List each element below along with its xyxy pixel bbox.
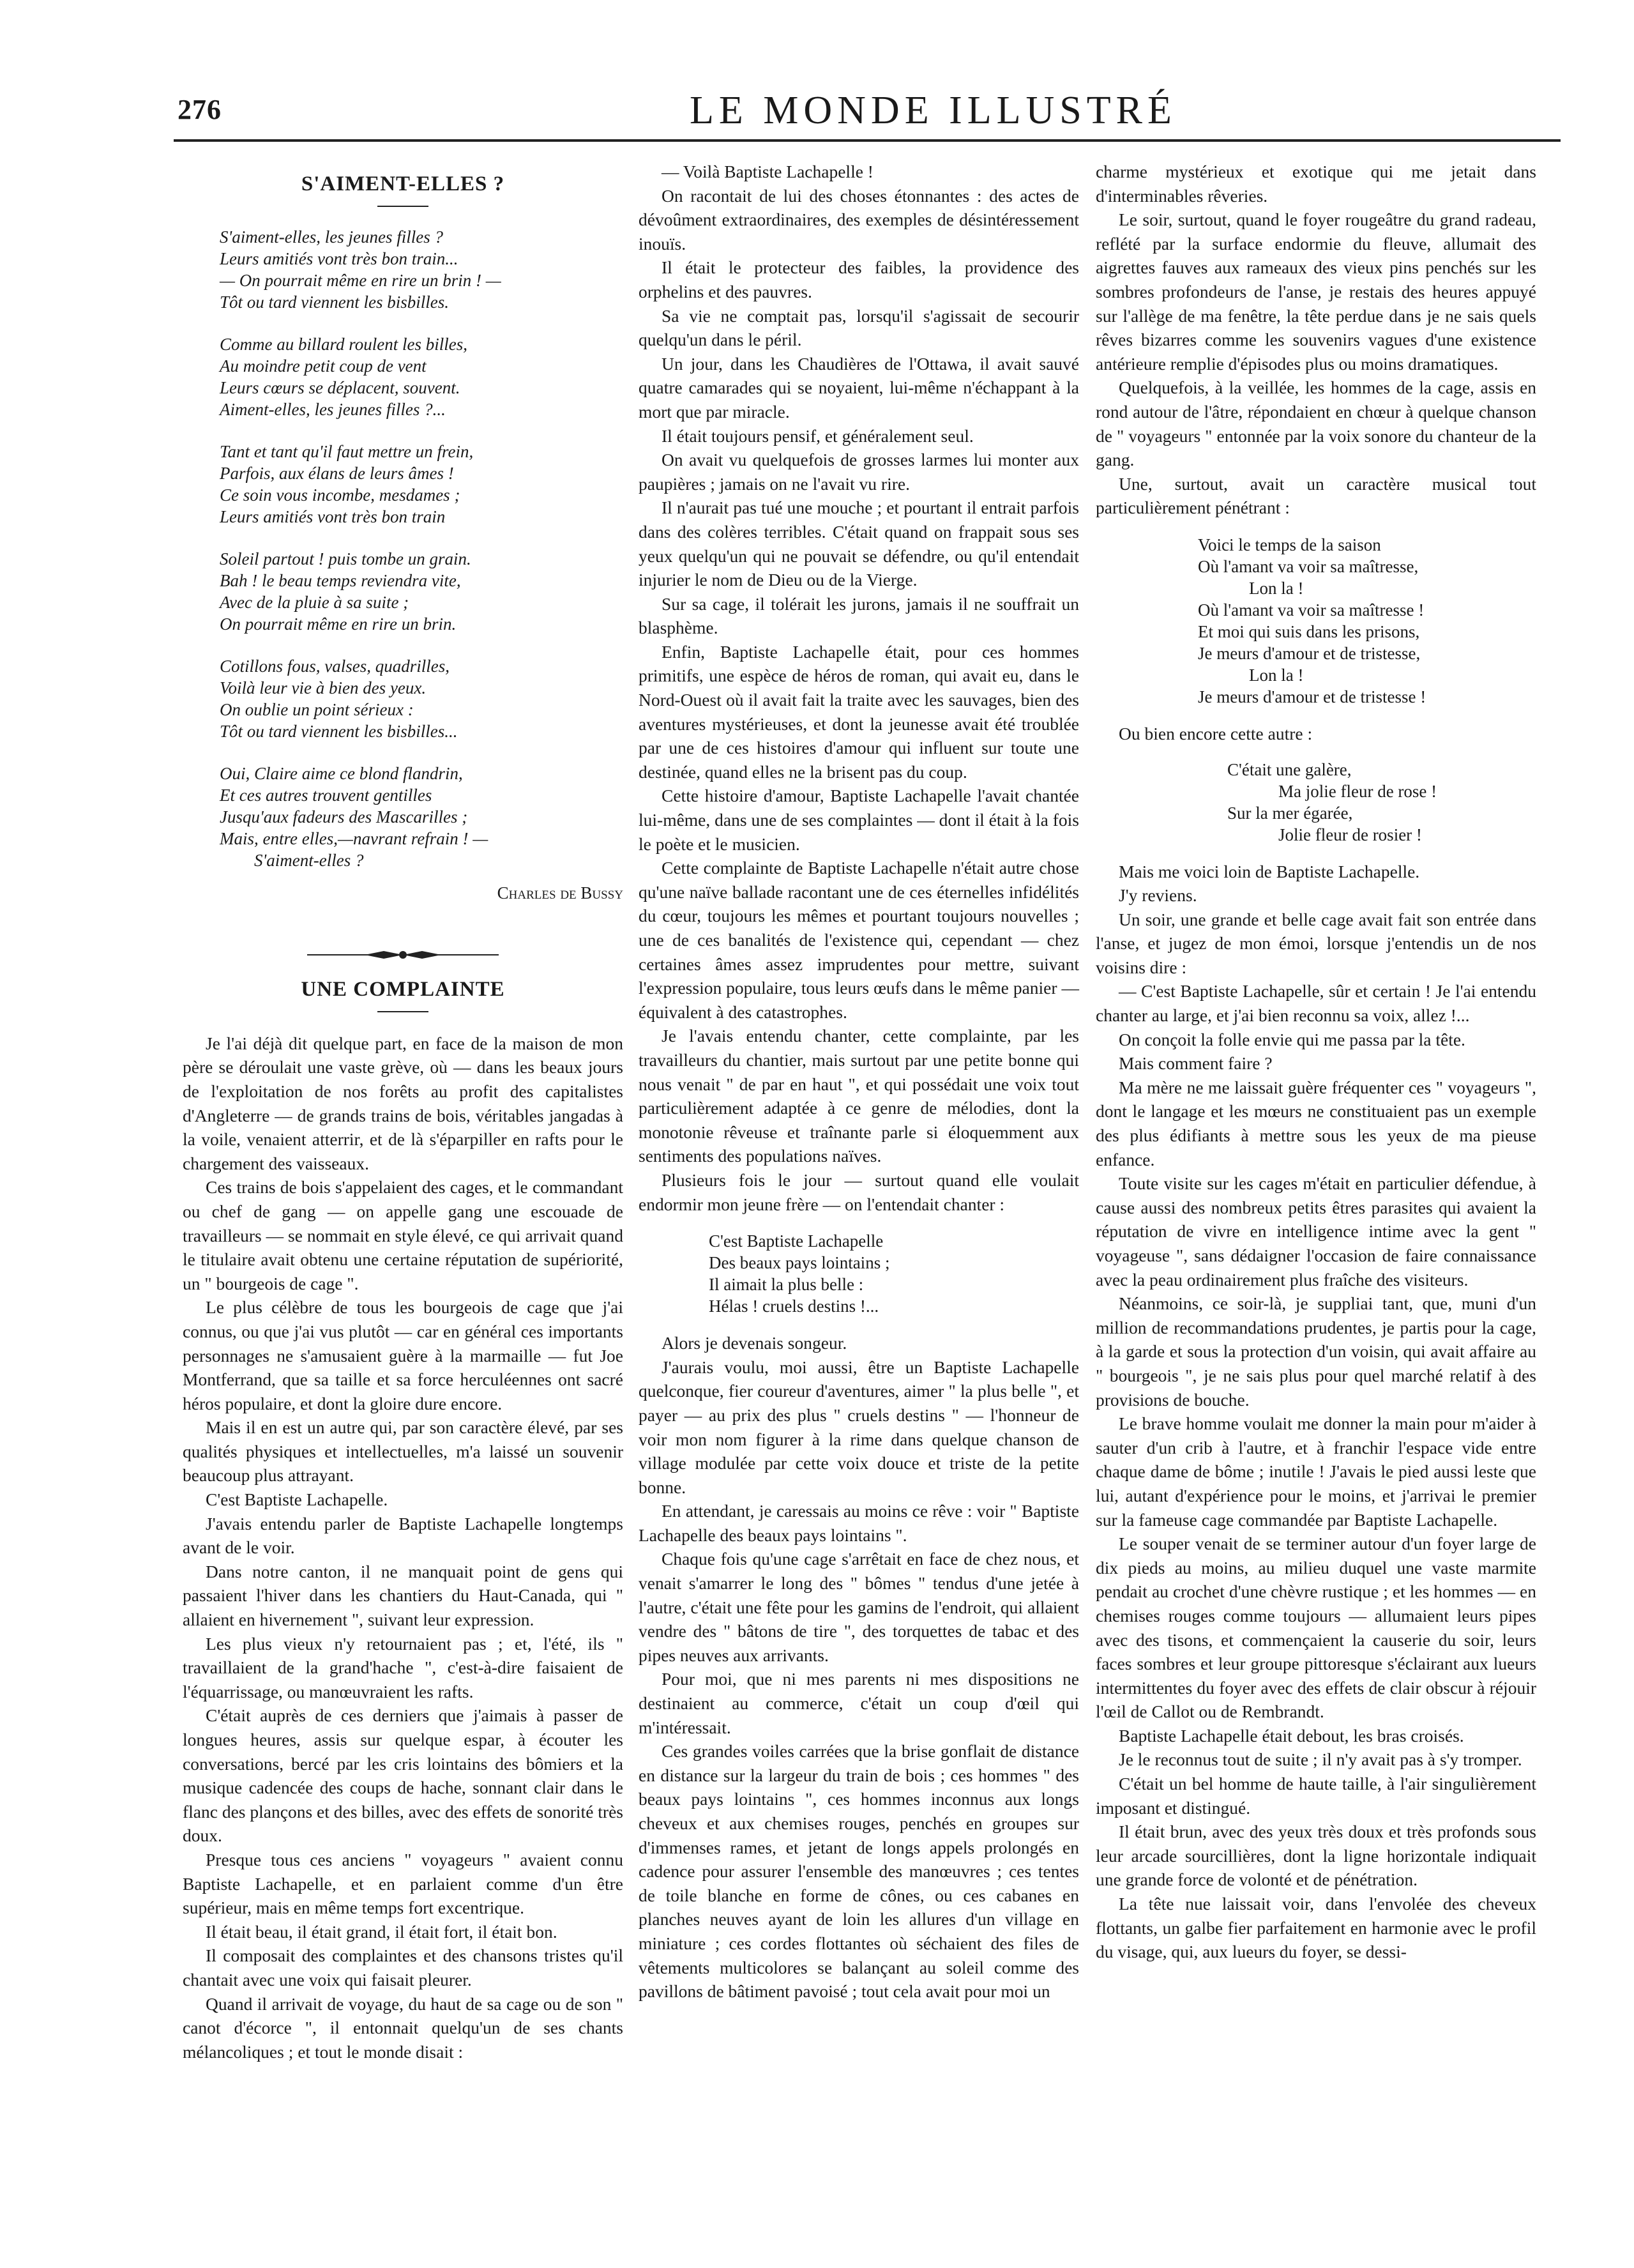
poem-stanza	[183, 441, 623, 528]
paragraph: Une, surtout, avait un caractère musical tout particulièrement pénétrant :	[1096, 473, 1536, 518]
title-rule	[377, 206, 428, 207]
poem-line: Tant et tant qu'il faut mettre un frein,	[220, 441, 474, 461]
paragraph: Ces grandes voiles carrées que la brise gonflait de distance en distance sur la largeur du train de bois ; ces hommes " des beaux pays lointains ", ces hommes inconnus aux longs cheveux et aux chemises rouges, penchés en groupes sur d'immenses rames, et jetant de longs appels prolongés en cadence pour assurer l'ensemble des manœuvres ; ces tentes de toile blanche en forme de cônes, ou ces cabanes en planches neuves ayant de loin les allures d'un village en miniature ; ces cordes flottantes où séchaient des files de vêtements multicolores se balançant au soleil comme des pavillons de bâtiment pavoisé ; tout cela avait pour moi un	[639, 1741, 1079, 2002]
poem-line: Bah ! le beau temps reviendra vite,	[220, 570, 461, 590]
paragraph: Mais comment faire ?	[1119, 1053, 1273, 1074]
paragraph: Le plus célèbre de tous les bourgeois de cage que j'ai connus, ou que j'ai vus plutôt — car en général ces importants personnages ne s'amusaient guère à la marmaille — fut Joe Montferrand, que sa taille et sa force herculéennes ont sacré héros populaire, et dont la gloire dure encore.	[183, 1297, 623, 1413]
poem-line: Aiment-elles, les jeunes filles ?...	[220, 399, 446, 419]
paragraph: On conçoit la folle envie qui me passa par la tête.	[1119, 1029, 1465, 1049]
song-line: Hélas ! cruels destins !...	[709, 1297, 879, 1316]
paragraph: Pour moi, que ni mes parents ni mes dispositions ne destinaient au commerce, c'était un coup d'œil qui m'intéressait.	[639, 1669, 1079, 1737]
header-rule	[174, 139, 1561, 142]
paragraph: Quand il arrivait de voyage, du haut de sa cage ou de son " canot d'écorce ", il entonnait quelqu'un de ses chants mélancoliques ; et tout le monde disait :	[183, 1993, 623, 2062]
column-1	[183, 160, 623, 2064]
poem-stanza	[183, 548, 623, 635]
poem-stanza	[183, 655, 623, 742]
poem-line: Tôt ou tard viennent les bisbilles...	[220, 721, 458, 741]
song-line: Des beaux pays lointains ;	[709, 1253, 890, 1273]
song-line: Lon la !	[1249, 665, 1304, 685]
poem-author: Charles de Bussy	[497, 883, 623, 902]
poem-line: Comme au billard roulent les billes,	[220, 334, 467, 354]
paragraph: Cette histoire d'amour, Baptiste Lachapelle l'avait chantée lui-même, dans une de ses complaintes — dont il était à la fois le poète et le musicien.	[639, 786, 1079, 854]
paragraph: Je l'ai déjà dit quelque part, en face de la maison de mon père se déroulait une vaste grève, où — dans les beaux jours de l'exploitation de nos forêts au profit des capitalistes d'Angleterre — de grands trains de bois, véritables jangadas à la voile, venaient atterrir, et de là s'éparpiller en rafts pour le chargement des vaisseaux.	[183, 1033, 623, 1173]
article-col3a	[1096, 160, 1536, 520]
article-col2b	[639, 1331, 1079, 2004]
paragraph: En attendant, je caressais au moins ce rêve : voir " Baptiste Lachapelle des beaux pays lointains ".	[639, 1501, 1079, 1545]
song-line: C'était une galère,	[1227, 759, 1352, 779]
paragraph: J'y reviens.	[1119, 885, 1197, 906]
song-line: Ma jolie fleur de rose !	[1278, 781, 1437, 801]
paragraph: Il n'aurait pas tué une mouche ; et pourtant il entrait parfois dans des colères terribles. C'était quand on frappait sous ses yeux quelqu'un qui ne pouvait se défendre, ou qu'il entendait injurier le nom de Dieu ou de la Vierge.	[639, 498, 1079, 590]
paragraph: C'est Baptiste Lachapelle.	[206, 1489, 388, 1510]
song-line: Jolie fleur de rosier !	[1278, 825, 1422, 844]
song-line: Et moi qui suis dans les prisons,	[1198, 621, 1420, 641]
poem-line: Leurs amitiés vont très bon train	[220, 506, 446, 526]
paragraph: Baptiste Lachapelle était debout, les bras croisés.	[1119, 1725, 1464, 1746]
poem-line: On pourrait même en rire un brin.	[220, 614, 457, 634]
song-verse-1	[639, 1230, 1079, 1317]
paragraph: — Voilà Baptiste Lachapelle !	[662, 162, 874, 181]
article-title: UNE COMPLAINTE	[301, 978, 505, 1001]
song-line: Voici le temps de la saison	[1198, 535, 1381, 554]
masthead: LE MONDE ILLUSTRÉ	[690, 89, 1177, 132]
paragraph: Ou bien encore cette autre :	[1119, 723, 1313, 743]
paragraph: Mais me voici loin de Baptiste Lachapelle.	[1119, 861, 1420, 881]
poem-line: — On pourrait même en rire un brin ! —	[220, 270, 501, 290]
article-col2a	[639, 160, 1079, 1216]
paragraph: Néanmoins, ce soir-là, je suppliai tant, que, muni d'un million de recommandations prudentes, je partis pour la cage, à la garde et sous la protection d'un voisin, qui avait affaire au " bourgeois ", je ne sais plus pour quel marché relatif à des provisions de bouche.	[1096, 1293, 1536, 1410]
paragraph: La tête nue laissait voir, dans l'envolée des cheveux flottants, un galbe fier parfaitement en harmonie avec le profil du visage, qui, aux lueurs du foyer, se dessi-	[1096, 1894, 1536, 1962]
paragraph: Toute visite sur les cages m'était en particulier défendue, à cause aussi des nombreux petits êtres parasites qui avaient la réputation de vivre en intelligence intime avec la gent " voyageuse ", sans dédaigner l'occasion de faire connaissance avec la peau ordinairement plus fraîche des visiteurs.	[1096, 1173, 1536, 1290]
poem-line: Et ces autres trouvent gentilles	[220, 785, 432, 805]
paragraph: Alors je devenais songeur.	[662, 1333, 847, 1353]
poem-line: S'aiment-elles ?	[254, 850, 364, 870]
poem-line: Ce soin vous incombe, mesdames ;	[220, 485, 460, 505]
paragraph: C'était auprès de ces derniers que j'aimais à passer de longues heures, assis sur quelque espar, à écouter les conversations, bercé par les cris lointains des bômiers et la musique cadencée des coups de hache, sonnant clair dans le flanc des plançons et des billes, avec des effets de sonorité très doux.	[183, 1705, 623, 1846]
paragraph: On racontait de lui des choses étonnantes : des actes de dévoûment extraordinaires, des exemples de désintéressement inouïs.	[639, 185, 1079, 254]
poem-line: Soleil partout ! puis tombe un grain.	[220, 549, 471, 568]
paragraph: Le soir, surtout, quand le foyer rougeâtre du grand radeau, reflété par la surface endormie du fleuve, allumait des aigrettes fauves aux rameaux des vieux pins penchés sur les sombres profondeurs de l'anse, je restais des heures appuyé sur l'allège de ma fenêtre, la tête perdue dans je ne sais quels rêves bizarres comme les souvenirs vagues d'une existence antérieure remplie d'épisodes plus ou moins dramatiques.	[1096, 209, 1536, 374]
poem-line: Parfois, aux élans de leurs âmes !	[220, 463, 454, 483]
poem-line: Au moindre petit coup de vent	[220, 356, 427, 376]
song-line: Sur la mer égarée,	[1227, 803, 1353, 823]
paragraph: charme mystérieux et exotique qui me jetait dans d'interminables rêveries.	[1096, 162, 1536, 206]
song-line: Il aimait la plus belle :	[709, 1275, 864, 1295]
poem-line: Voilà leur vie à bien des yeux.	[220, 678, 427, 697]
song-verse-2	[1096, 534, 1536, 708]
article-title-rule	[377, 1011, 428, 1012]
paragraph: J'avais entendu parler de Baptiste Lachapelle longtemps avant de le voir.	[183, 1513, 623, 1558]
poem-line: Mais, entre elles,—navrant refrain ! —	[220, 828, 488, 848]
poem-body	[183, 226, 623, 871]
paragraph: Cette complainte de Baptiste Lachapelle n'était autre chose qu'une naïve ballade racontant une de ces éternelles infidélités du cœur, toujours les mêmes et pourtant toujours nouvelles ; une de ces banalités de l'existence qui, cependant — chez certaines âmes assez imprudentes pour mettre, suivant l'expression populaire, tous leurs œufs dans le même panier — équivalent à des catastrophes.	[639, 858, 1079, 1022]
paragraph: Ces trains de bois s'appelaient des cages, et le commandant ou chef de gang — on appelle gang une escouade de travailleurs — se nommait en style élevé, ce qui arrivait quand le titulaire avait obtenu une certaine réputation de supériorité, un " bourgeois de cage ".	[183, 1177, 623, 1293]
song-line: Où l'amant va voir sa maîtresse !	[1198, 600, 1425, 620]
poem-line: On oublie un point sérieux :	[220, 699, 414, 719]
poem-line: Leurs amitiés vont très bon train...	[220, 248, 458, 268]
paragraph: Le brave homme voulait me donner la main pour m'aider à sauter d'un crib à l'autre, et à franchir l'espace vide entre chaque dame de bôme ; inutile ! J'avais le pied aussi leste que lui, autant d'expérience pour le moins, et j'arrivai le premier sur la fameuse cage commandée par Baptiste Lachapelle.	[1096, 1413, 1536, 1530]
paragraph: Le souper venait de se terminer autour d'un foyer large de dix pieds au moins, au milieu duquel une vaste marmite pendait au crochet d'une chèvre rustique ; et les hommes — en chemises rouges comme toujours — allumaient leurs pipes avec des tisons, et commençaient la causerie du soir, leurs faces sombres et leur groupe pittoresque s'éclairant aux lueurs intermittentes du foyer avec des effets de clair obscur à réjouir l'œil de Callot ou de Rembrandt.	[1096, 1534, 1536, 1722]
column-3	[1096, 160, 1536, 1964]
paragraph: Je l'avais entendu chanter, cette complainte, par les travailleurs du chantier, mais surtout par une petite bonne qui nous venait " de par en haut ", et qui possédait une voix tout particulièrement adaptée à ce genre de mélodies, dont la monotonie rêveuse et traînante parle si éloquemment aux sentiments des populations naïves.	[639, 1026, 1079, 1166]
paragraph: Sur sa cage, il tolérait les jurons, jamais il ne souffrait un blasphème.	[639, 593, 1079, 638]
paragraph: Il composait des complaintes et des chansons tristes qu'il chantait avec une voix qui faisait pleurer.	[183, 1945, 623, 1990]
poem-stanza	[183, 333, 623, 420]
paragraph: C'était un bel homme de haute taille, à l'air singulièrement imposant et distingué.	[1096, 1774, 1536, 1818]
paragraph: Quelquefois, à la veillée, les hommes de la cage, assis en rond autour de l'âtre, répondaient en chœur à quelque chanson de " voyageurs " entonnée par la voix sonore du chanteur de la gang.	[1096, 377, 1536, 470]
song-line: Je meurs d'amour et de tristesse,	[1198, 643, 1421, 663]
ornament-divider-icon	[307, 948, 499, 961]
paragraph: Un jour, dans les Chaudières de l'Ottawa, il avait sauvé quatre camarades qui se noyaient, lui-même n'échappant à la mort que par miracle.	[639, 353, 1079, 422]
poem-stanza	[183, 226, 623, 313]
song-line: Lon la !	[1249, 578, 1304, 598]
poem-title: S'AIMENT-ELLES ?	[301, 172, 505, 195]
paragraph: Sa vie ne comptait pas, lorsqu'il s'agissait de secourir quelqu'un dans le péril.	[639, 305, 1079, 350]
paragraph: Les plus vieux n'y retournaient pas ; et, l'été, ils " travaillaient de la grand'hache ", c'est-à-dire faisaient de l'équarrissage, ou manœuvraient les rafts.	[183, 1633, 623, 1701]
song-line: C'est Baptiste Lachapelle	[709, 1231, 884, 1251]
poem-line: Avec de la pluie à sa suite ;	[220, 592, 409, 612]
paragraph: Il était le protecteur des faibles, la providence des orphelins et des pauvres.	[639, 257, 1079, 301]
poem-stanza	[183, 763, 623, 871]
paragraph: Enfin, Baptiste Lachapelle était, pour ces hommes primitifs, une espèce de héros de roman, qui avait eu, dans le Nord-Ouest où il avait fait la traite avec les sauvages, bien des aventures mystérieuses, et dont la jeunesse avait été troublée par une de ces histoires d'amour qui influent sur toute une destinée, quand elles ne la brisent pas du coup.	[639, 641, 1079, 782]
paragraph: Un soir, une grande et belle cage avait fait son entrée dans l'anse, et jugez de mon émoi, lorsque j'entendis un de nos voisins dire :	[1096, 909, 1536, 977]
paragraph: Il était toujours pensif, et généralement seul.	[662, 425, 974, 446]
poem-line: Oui, Claire aime ce blond flandrin,	[220, 763, 463, 783]
paragraph: Dans notre canton, il ne manquait point de gens qui passaient l'hiver dans les chantiers du Haut-Canada, qui " allaient en hivernement ", suivant leur expression.	[183, 1561, 623, 1630]
column-2	[639, 160, 1079, 2004]
paragraph: Presque tous ces anciens " voyageurs " avaient connu Baptiste Lachapelle, et en parlaient comme d'un être supérieur, mais en même temps fort excentrique.	[183, 1849, 623, 1918]
page-number: 276	[178, 94, 222, 125]
song-verse-3	[1096, 759, 1536, 846]
paragraph: Chaque fois qu'une cage s'arrêtait en face de chez nous, et venait s'amarrer le long des " bômes " tendus d'une jetée à l'autre, c'était une fête pour les gamins de l'endroit, qui allaient vendre des " bâtons de tire ", des torquettes de tabac et des pipes neuves aux arrivants.	[639, 1549, 1079, 1665]
paragraph: J'aurais voulu, moi aussi, être un Baptiste Lachapelle quelconque, fier coureur d'aventures, aimer " la plus belle ", et payer — au prix des plus " cruels destins " — l'honneur de voir mon nom figurer à la rime dans quelque chanson de village modulée par cette voix douce et triste de la petite bonne.	[639, 1357, 1079, 1497]
poem-line: Jusqu'aux fadeurs des Mascarilles ;	[220, 807, 468, 826]
paragraph: Plusieurs fois le jour — surtout quand elle voulait endormir mon jeune frère — on l'entendait chanter :	[639, 1169, 1079, 1214]
poem-line: Cotillons fous, valses, quadrilles,	[220, 656, 450, 676]
song-line: Je meurs d'amour et de tristesse !	[1198, 687, 1426, 706]
paragraph: On avait vu quelquefois de grosses larmes lui monter aux paupières ; jamais on ne l'avait vu rire.	[639, 450, 1079, 494]
article-col3c	[1096, 860, 1536, 1964]
song-line: Où l'amant va voir sa maîtresse,	[1198, 556, 1419, 576]
paragraph: Il était beau, il était grand, il était fort, il était bon.	[206, 1921, 557, 1942]
paragraph: Je le reconnus tout de suite ; il n'y avait pas à s'y tromper.	[1119, 1749, 1522, 1770]
paragraph: Mais il en est un autre qui, par son caractère élevé, par ses qualités physiques et intellectuelles, m'a laissé un souvenir beaucoup plus attrayant.	[183, 1417, 623, 1486]
article-col1	[183, 1031, 623, 2064]
paragraph: Il était brun, avec des yeux très doux et très profonds sous leur arcade sourcillières, dont la ligne horizontale indiquait une grande force de volonté et de pénétration.	[1096, 1822, 1536, 1890]
poem-line: Leurs cœurs se déplacent, souvent.	[220, 377, 460, 397]
poem-line: Tôt ou tard viennent les bisbilles.	[220, 292, 449, 312]
poem-line: S'aiment-elles, les jeunes filles ?	[220, 227, 443, 247]
article-col3b	[1096, 722, 1536, 746]
section-ornament	[183, 943, 623, 956]
paragraph: Ma mère ne me laissait guère fréquenter ces " voyageurs ", dont le langage et les mœurs ne constituaient pas un exemple des plus édifiants à mettre sous les yeux de ma pieuse enfance.	[1096, 1077, 1536, 1169]
paragraph: — C'est Baptiste Lachapelle, sûr et certain ! Je l'ai entendu chanter au large, et j'ai bien reconnu sa voix, allez !...	[1096, 981, 1536, 1026]
